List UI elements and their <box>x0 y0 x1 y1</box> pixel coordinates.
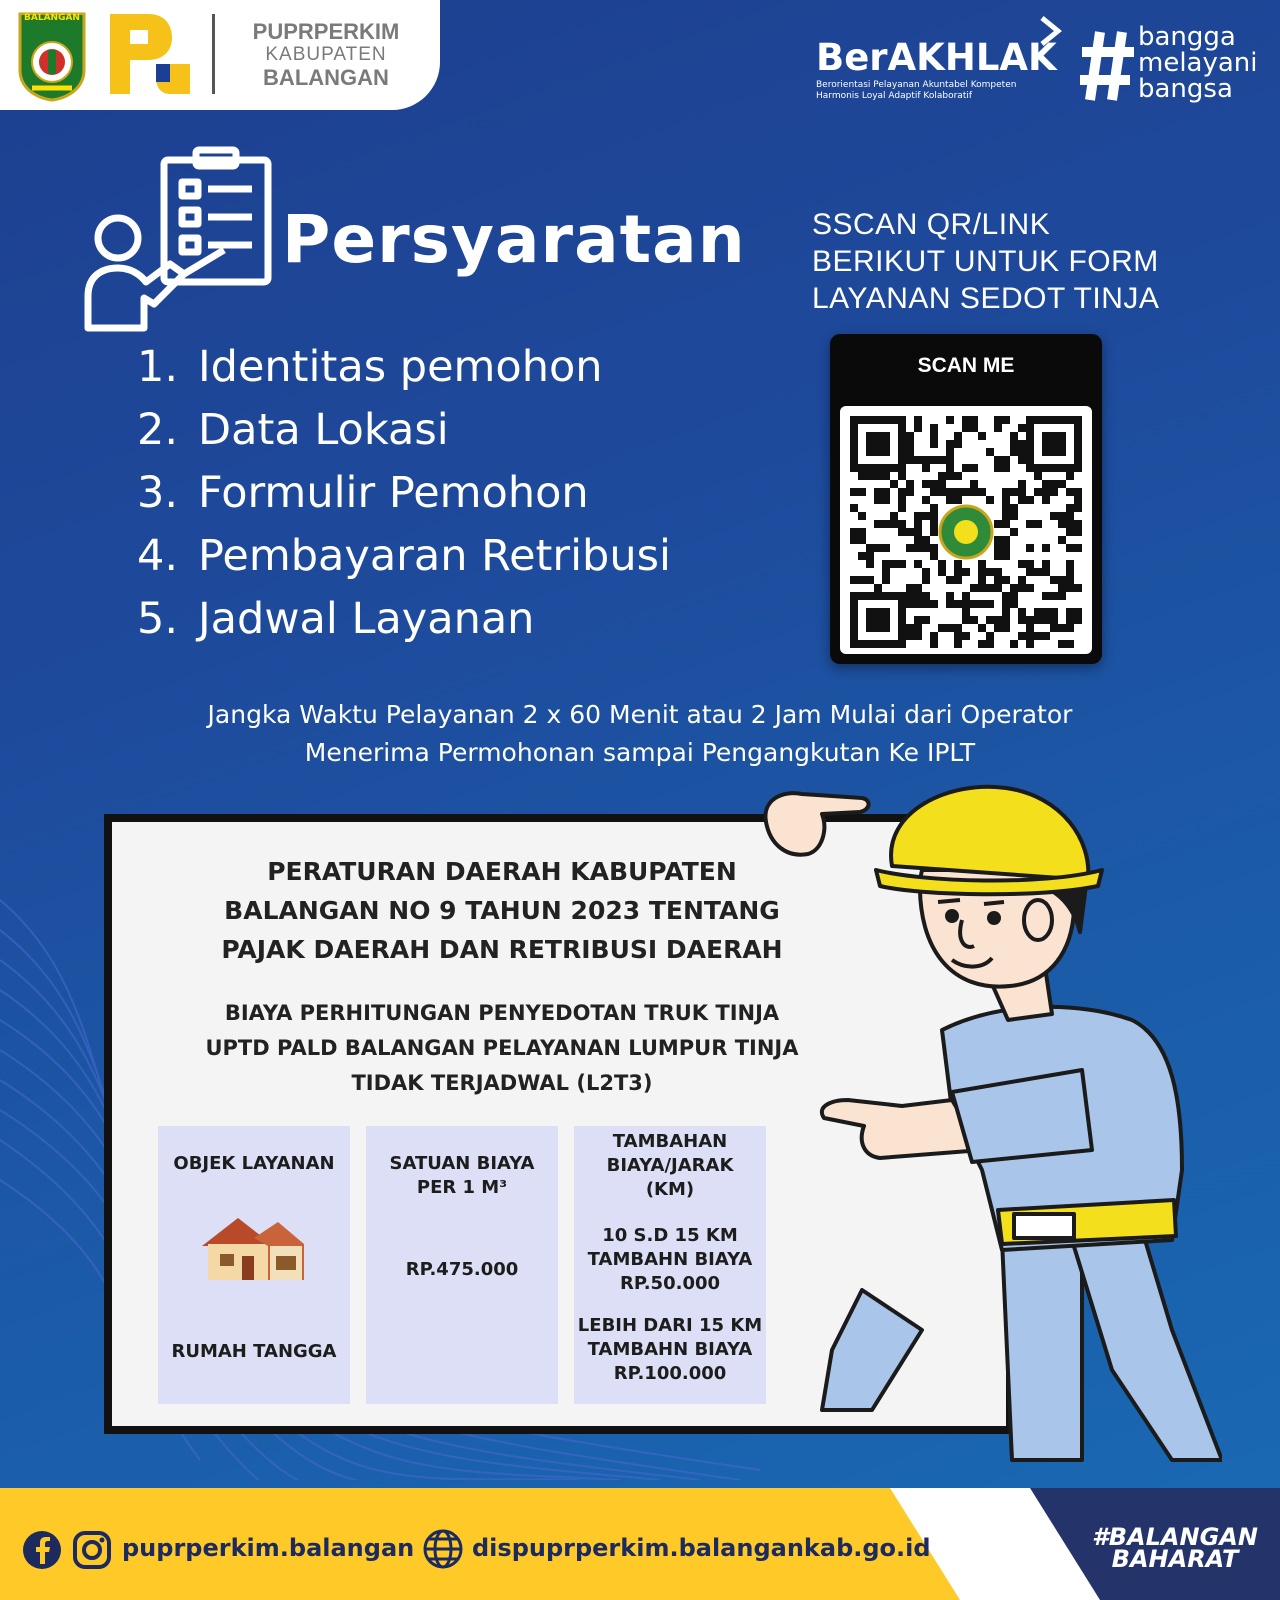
scan-me-label: SCAN ME <box>917 354 1015 377</box>
org-name-line: KABUPATEN <box>265 44 387 65</box>
tier-line: TAMBAHN BIAYA <box>587 1249 753 1270</box>
note-line: Jangka Waktu Pelayanan 2 x 60 Menit atau 2 Jam Mulai dari Operator <box>207 700 1073 729</box>
list-item-text: Jadwal Layanan <box>198 594 535 644</box>
hashtag-balangan-baharat <box>1090 1523 1260 1573</box>
chevron-right-icon <box>1036 14 1064 48</box>
service-time-note <box>120 696 1160 772</box>
tier-line: TAMBAHN BIAYA <box>587 1339 753 1360</box>
list-item-text: Pembayaran Retribusi <box>198 531 671 581</box>
list-item <box>118 462 798 525</box>
list-item-text: Data Lokasi <box>198 405 449 455</box>
clipboard-person-icon <box>84 146 284 336</box>
scan-caption-line: BERIKUT UNTUK FORM <box>812 245 1159 278</box>
cell-header <box>366 1152 558 1200</box>
tier-line: LEBIH DARI 15 KM <box>577 1315 763 1336</box>
list-item-number: 2. <box>136 405 178 455</box>
list-item <box>118 588 798 651</box>
bangga-melayani-slogan <box>1138 24 1278 102</box>
house-icon <box>198 1214 308 1284</box>
list-item-number: 3. <box>136 468 178 518</box>
list-item-text: Formulir Pemohon <box>198 468 589 518</box>
berakhlak-word: BerAKHLAK <box>816 36 1057 79</box>
scan-caption <box>812 206 1272 317</box>
board-subheading-line: TIDAK TERJADWAL (L2T3) <box>351 1071 653 1095</box>
list-item-text: Identitas pemohon <box>198 342 603 392</box>
board-heading-line: PAJAK DAERAH DAN RETRIBUSI DAERAH <box>221 935 783 964</box>
berakhlak-subtitle: Berorientasi Pelayanan Akuntabel Kompeten <box>816 80 1017 90</box>
social-handle-link[interactable]: puprperkim.balangan <box>122 1534 415 1562</box>
slogan-line: bangga <box>1138 22 1236 52</box>
website-link[interactable]: dispuprperkim.balangankab.go.id <box>472 1534 931 1562</box>
surcharge-tier <box>574 1314 766 1386</box>
qr-code-card[interactable] <box>830 334 1102 664</box>
slogan-line: bangsa <box>1138 74 1233 104</box>
cell-header-line: (KM) <box>645 1179 695 1200</box>
board-subheading-line: BIAYA PERHITUNGAN PENYEDOTAN TRUK TINJA <box>224 1001 780 1025</box>
berakhlak-subtitle: Harmonis Loyal Adaptif Kolaboratif <box>816 91 973 101</box>
fee-cell-service-object <box>158 1126 350 1404</box>
page-title: Persyaratan <box>282 201 746 278</box>
scan-caption-line: LAYANAN SEDOT TINJA <box>812 282 1160 315</box>
cell-header-line: PER 1 M³ <box>416 1177 508 1198</box>
cell-header-line: BIAYA/JARAK <box>606 1155 734 1176</box>
cell-header-line: SATUAN BIAYA <box>389 1153 535 1174</box>
facebook-icon[interactable] <box>22 1530 62 1570</box>
emblem-label: BALANGAN <box>24 13 80 23</box>
scan-caption-line: SSCAN QR/LINK <box>812 208 1051 241</box>
tier-line: 10 S.D 15 KM <box>602 1225 738 1246</box>
list-item <box>118 399 798 462</box>
list-item-number: 4. <box>136 531 178 581</box>
qr-code-icon[interactable] <box>840 406 1092 654</box>
balangan-emblem-icon <box>18 12 86 102</box>
berakhlak-logo <box>816 36 1056 102</box>
org-name-line: PUPRPERKIM <box>252 19 400 44</box>
requirements-list <box>118 336 798 651</box>
note-line: Menerima Permohonan sampai Pengangkutan Ke IPLT <box>304 738 976 767</box>
list-item-number: 1. <box>136 342 178 392</box>
org-name <box>226 20 426 89</box>
cell-header: OBJEK LAYANAN <box>173 1153 335 1174</box>
board-heading-line: PERATURAN DAERAH KABUPATEN <box>267 857 737 886</box>
header-logo-bar <box>0 0 440 110</box>
fee-cell-distance-surcharge <box>574 1126 766 1404</box>
globe-icon[interactable] <box>422 1528 464 1570</box>
tier-line: RP.50.000 <box>619 1273 721 1294</box>
surcharge-tier <box>574 1224 766 1296</box>
list-item <box>118 336 798 399</box>
construction-worker-illustration <box>752 770 1222 1470</box>
cell-value: RUMAH TANGGA <box>171 1341 337 1362</box>
cell-header-line: TAMBAHAN <box>612 1131 728 1152</box>
cell-header <box>574 1130 766 1202</box>
fee-cell-unit-cost <box>366 1126 558 1404</box>
header-divider <box>212 14 215 94</box>
tier-line: RP.100.000 <box>613 1363 727 1384</box>
hashtag-icon <box>1080 28 1136 104</box>
instagram-icon[interactable] <box>72 1530 112 1570</box>
slogan-line: melayani <box>1138 48 1258 78</box>
board-subheading-line: UPTD PALD BALANGAN PELAYANAN LUMPUR TINJA <box>205 1036 799 1060</box>
hashtag-line: BAHARAT <box>1111 1545 1239 1573</box>
cell-value: RP.475.000 <box>405 1259 519 1280</box>
org-name-line: BALANGAN <box>263 65 389 90</box>
list-item-number: 5. <box>136 594 178 644</box>
pu-ministry-logo-icon <box>108 12 192 96</box>
list-item <box>118 525 798 588</box>
hashtag-line: #BALANGAN <box>1092 1523 1258 1551</box>
board-heading-line: BALANGAN NO 9 TAHUN 2023 TENTANG <box>224 896 780 925</box>
